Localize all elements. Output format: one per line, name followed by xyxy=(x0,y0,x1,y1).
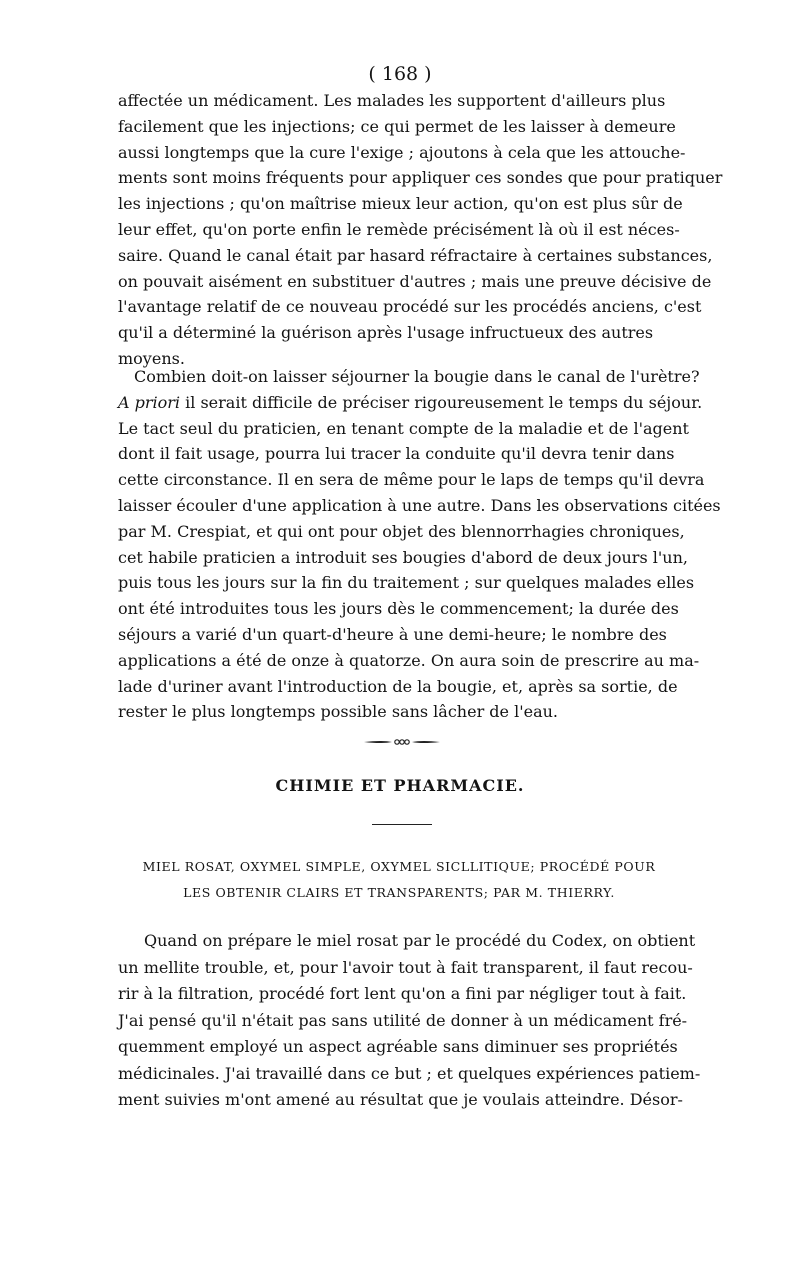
text-line: aussi longtemps que la cure l'exige ; ajoutons à cela que les attouche- xyxy=(118,142,686,162)
text-line: l'avantage relatif de ce nouveau procédé sur les procédés anciens, c'est xyxy=(118,297,702,317)
article-title-line: MIEL ROSAT, OXYMEL SIMPLE, OXYMEL SICLLITIQUE; PROCÉDÉ POUR xyxy=(142,859,656,874)
text-line: médicinales. J'ai travaillé dans ce but ; et quelques expériences patiem- xyxy=(118,1063,701,1083)
text-line: ments sont moins fréquents pour appliquer ces sondes que pour pratiquer xyxy=(118,168,723,188)
text-line: Combien doit-on laisser séjourner la bougie dans le canal de l'urètre? xyxy=(134,367,700,386)
text-line: rir à la filtration, procédé fort lent qu'on a fini par négliger tout à fait. xyxy=(118,984,687,1003)
text-line: J'ai pensé qu'il n'était pas sans utilité de donner à un médicament fré- xyxy=(118,1010,688,1030)
text-run: il serait difficile de préciser rigoureusement le temps du séjour. xyxy=(180,392,703,412)
paragraph-2 xyxy=(118,364,721,725)
text-line: Quand on prépare le miel rosat par le procédé du Codex, on obtient xyxy=(144,931,696,950)
italic-phrase: A priori xyxy=(118,392,181,412)
text-line: Le tact seul du praticien, en tenant compte de la maladie et de l'agent xyxy=(118,418,689,438)
text-line: applications a été de onze à quatorze. On aura soin de prescrire au ma- xyxy=(118,650,700,670)
text-line: affectée un médicament. Les malades les supportent d'ailleurs plus xyxy=(118,91,666,110)
section-title: CHIMIE ET PHARMACIE. xyxy=(275,776,525,795)
text-line: lade d'uriner avant l'introduction de la bougie, et, après sa sortie, de xyxy=(118,676,678,696)
text-line: les injections ; qu'on maîtrise mieux leur action, qu'on est plus sûr de xyxy=(118,194,683,214)
text-line: cet habile praticien a introduit ses bougies d'abord de deux jours l'un, xyxy=(118,547,688,567)
article-title-line: LES OBTENIR CLAIRS ET TRANSPARENTS; PAR M. THIERRY. xyxy=(183,885,615,900)
text-line: facilement que les injections; ce qui permet de les laisser à demeure xyxy=(118,116,676,136)
ornament-divider xyxy=(362,736,442,748)
paragraph-3 xyxy=(118,928,701,1114)
paragraph-1 xyxy=(118,88,723,372)
text-line: on pouvait aisément en substituer d'autres ; mais une preuve décisive de xyxy=(118,271,712,291)
text-line: un mellite trouble, et, pour l'avoir tout à fait transparent, il faut recou- xyxy=(118,957,693,977)
text-line: quemment employé un aspect agréable sans diminuer ses propriétés xyxy=(118,1037,678,1056)
article-title xyxy=(118,854,680,906)
text-line: ont été introduites tous les jours dès le commencement; la durée des xyxy=(118,599,679,619)
text-line xyxy=(118,390,703,416)
divider-rule xyxy=(372,824,432,825)
text-line: cette circonstance. Il en sera de même pour le laps de temps qu'il devra xyxy=(118,470,705,490)
text-line: dont il fait usage, pourra lui tracer la conduite qu'il devra tenir dans xyxy=(118,444,675,464)
page-number: ( 168 ) xyxy=(368,63,432,85)
text-line: par M. Crespiat, et qui ont pour objet des blennorrhagies chroniques, xyxy=(118,521,685,541)
text-line: qu'il a déterminé la guérison après l'usage infructueux des autres xyxy=(118,323,654,343)
text-line: laisser écouler d'une application à une autre. Dans les observations citées xyxy=(118,495,721,515)
text-line: leur effet, qu'on porte enfin le remède précisément là où il est néces- xyxy=(118,219,680,239)
text-line: ment suivies m'ont amené au résultat que je voulais atteindre. Désor- xyxy=(118,1090,683,1109)
text-line: séjours a varié d'un quart-d'heure à une demi-heure; le nombre des xyxy=(118,624,667,644)
text-line: puis tous les jours sur la fin du traitement ; sur quelques malades elles xyxy=(118,573,695,593)
text-line: saire. Quand le canal était par hasard réfractaire à certaines substances, xyxy=(118,245,713,265)
text-line: rester le plus longtemps possible sans lâcher de l'eau. xyxy=(118,702,559,722)
text-line: moyens. xyxy=(118,348,185,368)
